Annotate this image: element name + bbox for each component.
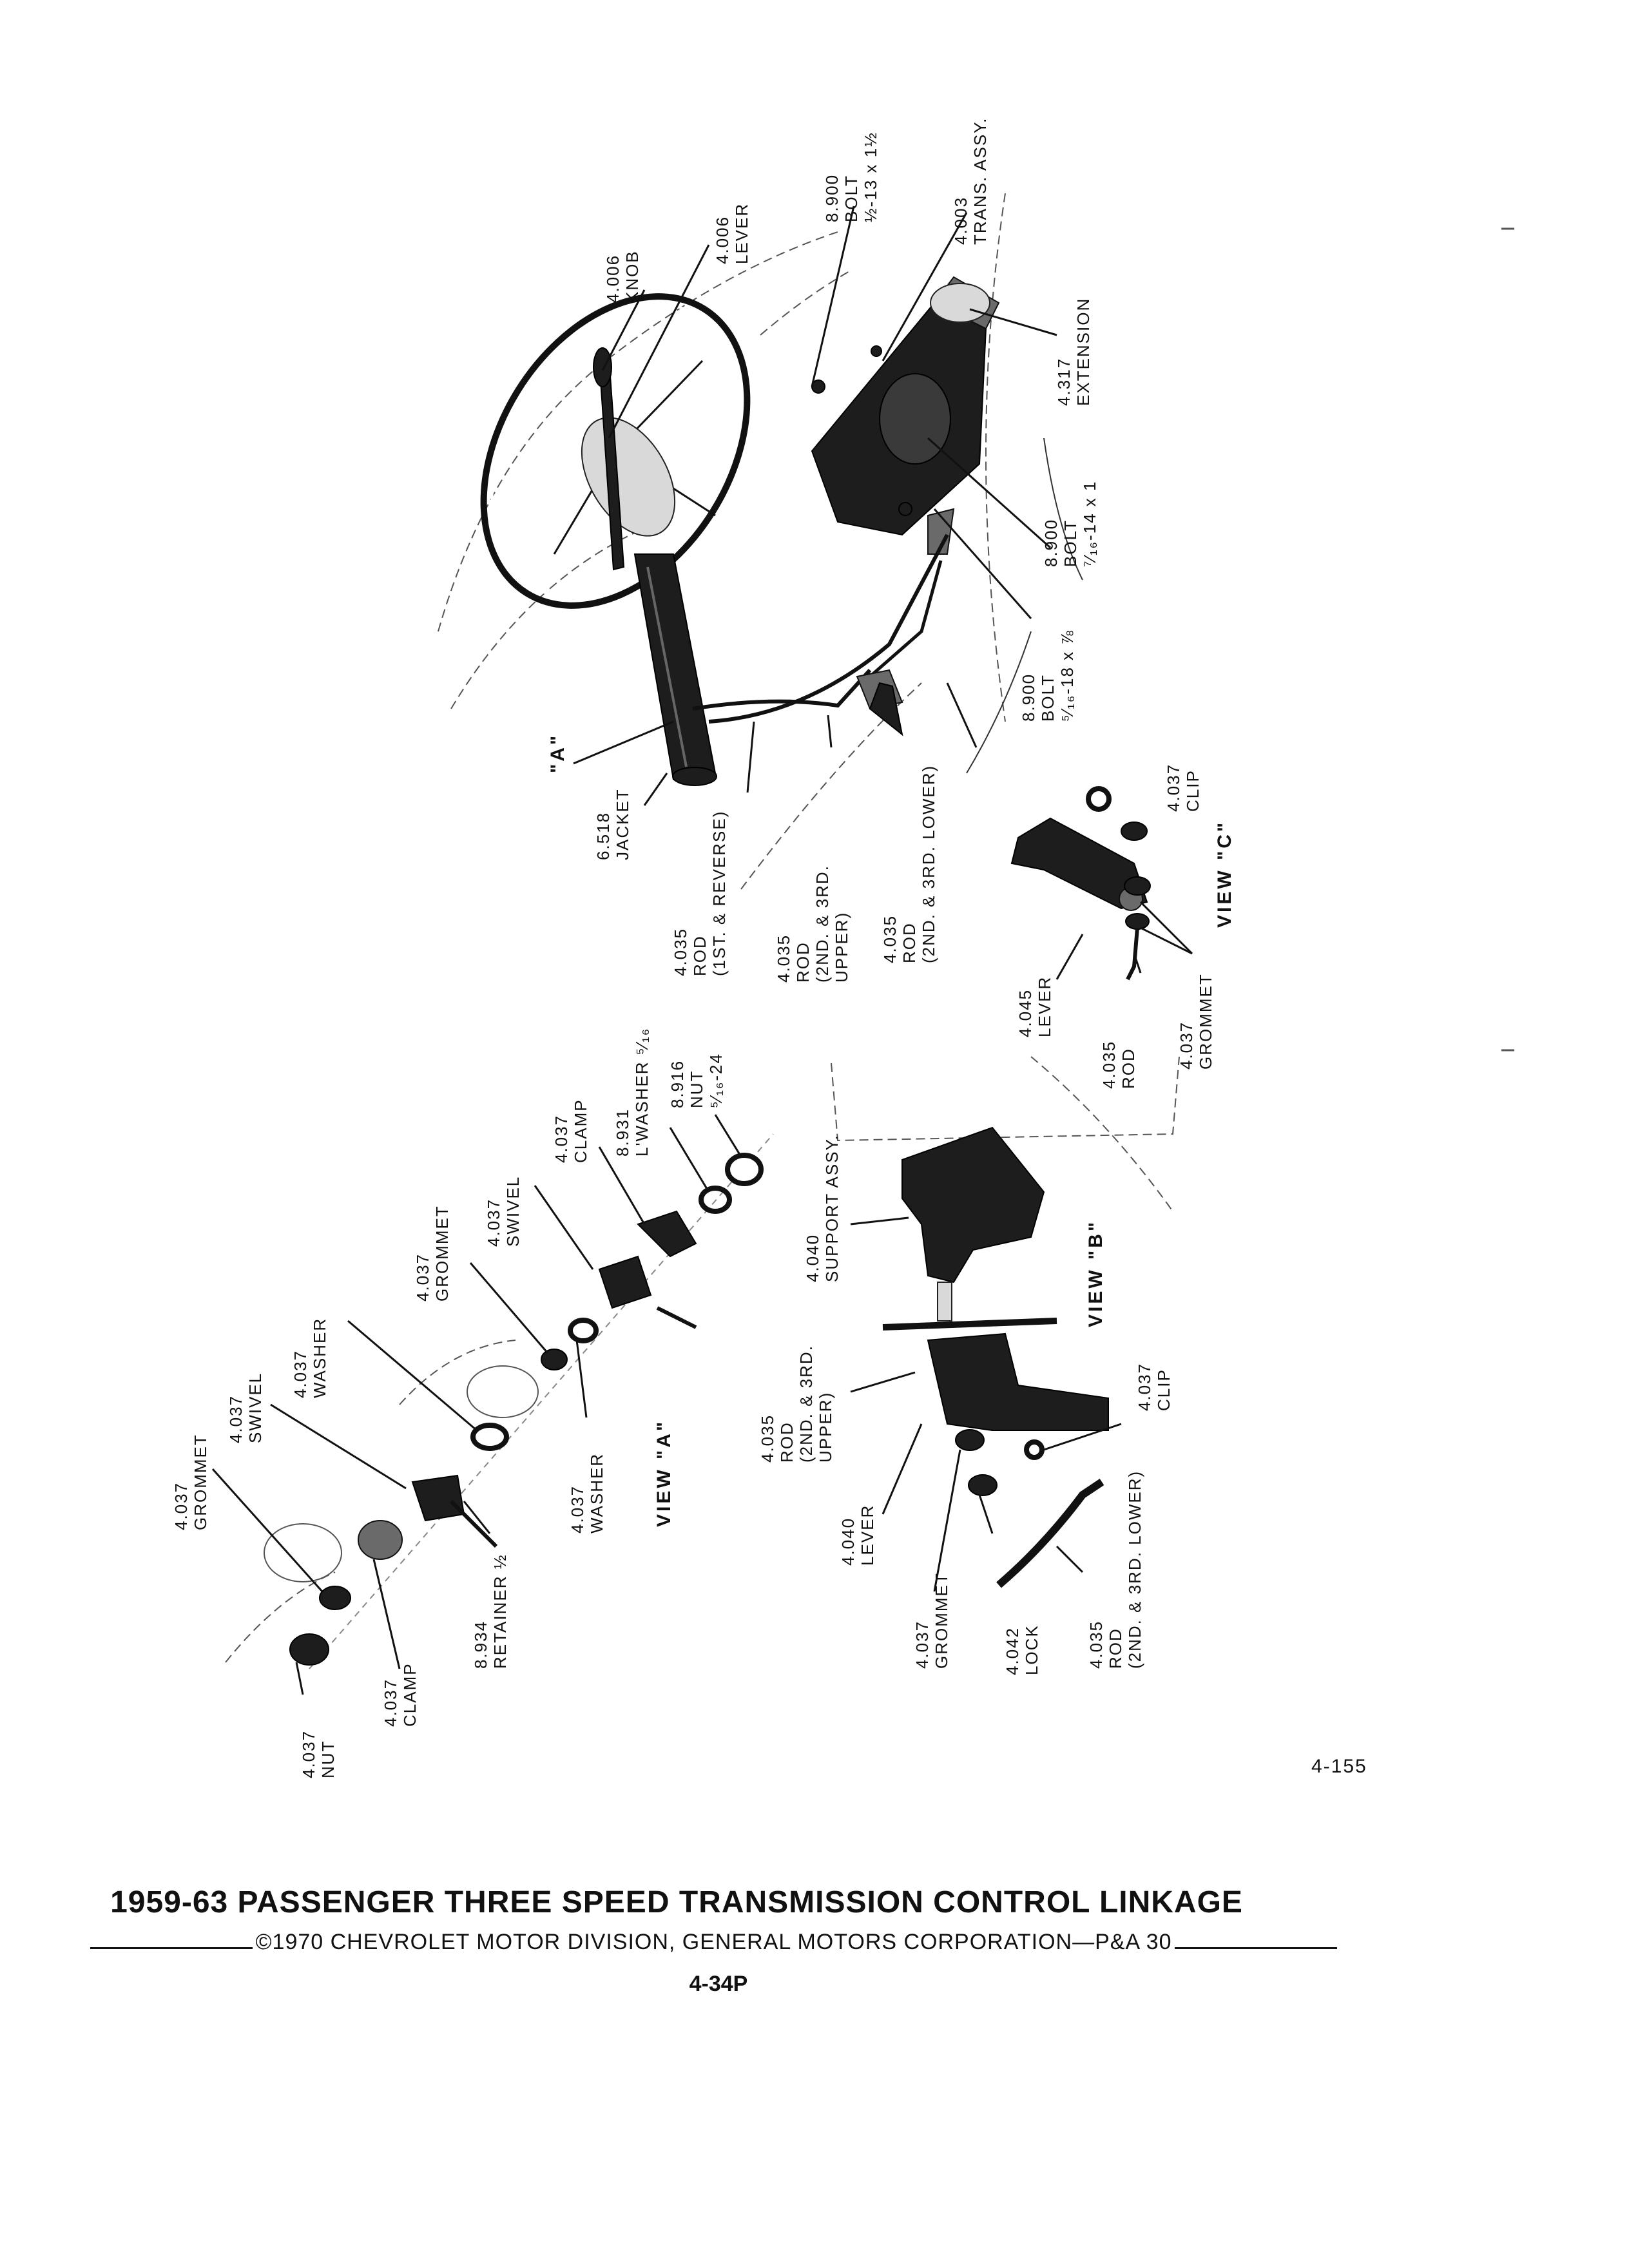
view-c-title: VIEW "C" (1214, 820, 1235, 928)
view-a-nut (728, 1155, 761, 1184)
bolt-middle-label: 8.900 BOLT ⁷⁄₁₆-14 x 1 (1041, 480, 1099, 567)
view-b-rod-lower-label: 4.035 ROD (2ND. & 3RD. LOWER) (1086, 1470, 1144, 1669)
view-c-clip (1088, 789, 1109, 809)
view-b-lever (928, 1334, 1108, 1430)
view-b-illustration (758, 1057, 1179, 1675)
view-b-rod-upper-label: 4.035 ROD (2ND. & 3RD. UPPER) (758, 1345, 835, 1463)
view-a-lockwasher (701, 1188, 729, 1211)
rod-second-third-lower-label: 4.035 ROD (2ND. & 3RD. LOWER) (880, 764, 938, 963)
shift-rods (693, 535, 947, 735)
view-b-clip-label: 4.037 CLIP (1135, 1362, 1173, 1411)
trans-assy-label: 4.003 TRANS. ASSY. (951, 117, 990, 245)
view-a-swivel-lower (412, 1475, 464, 1521)
view-b-title: VIEW "B" (1085, 1219, 1106, 1327)
view-a-washer-upper (570, 1320, 596, 1341)
view-c-rod-label: 4.035 ROD (1099, 1040, 1138, 1089)
page-code: 4-34P (689, 1972, 748, 1996)
view-c-lever-label: 4.045 LEVER (1016, 975, 1054, 1037)
view-a-nut-upper-label: 8.916 NUT ⁵⁄₁₆-24 (668, 1053, 726, 1108)
view-a-lockwasher-label: 8.931 L'WASHER ⁵⁄₁₆ (613, 1027, 651, 1157)
knob-label: 4.006 KNOB (603, 250, 642, 303)
page-title: 1959-63 PASSENGER THREE SPEED TRANSMISSION CONTROL LINKAGE (110, 1885, 1243, 1919)
view-a-swivel-upper-label: 4.037 SWIVEL (484, 1175, 523, 1247)
view-c-grommet-label: 4.037 GROMMET (1177, 973, 1215, 1070)
steering-column-jacket (635, 554, 717, 785)
view-a-washer-lower-label: 4.037 WASHER (568, 1452, 606, 1533)
transmission-assembly (812, 277, 999, 554)
view-a-illustration (171, 1028, 773, 1778)
jacket-label: 6.518 JACKET (593, 788, 632, 860)
view-b-clip (1027, 1442, 1042, 1457)
view-a-clamp-lower (358, 1521, 402, 1559)
support-assembly (902, 1128, 1044, 1321)
view-a-swivel-lower-label: 4.037 SWIVEL (226, 1372, 265, 1443)
view-c-clip-label: 4.037 CLIP (1164, 763, 1202, 812)
view-a-clamp-lower-label: 4.037 CLAMP (381, 1662, 419, 1727)
view-a-clamp (638, 1211, 696, 1256)
left-rule (90, 1947, 253, 1949)
view-a-grommet-upper (541, 1349, 567, 1370)
view-b-grommet-2 (969, 1475, 997, 1495)
view-a-clamp-upper-label: 4.037 CLAMP (552, 1099, 590, 1163)
view-a-title: VIEW "A" (653, 1419, 675, 1527)
right-rule (1175, 1947, 1337, 1949)
figure-number: 4-155 (1311, 1756, 1367, 1777)
view-b-lock-label: 4.042 LOCK (1003, 1624, 1041, 1675)
copyright-text: ©1970 CHEVROLET MOTOR DIVISION, GENERAL MOTORS CORPORATION—P&A 30 (255, 1930, 1172, 1954)
view-c-illustration (1012, 758, 1235, 1089)
copyright-line (90, 1930, 1337, 1955)
view-b-lever-label: 4.040 LEVER (838, 1504, 877, 1566)
view-a-grommet-lower (320, 1586, 351, 1610)
view-a-nut-lower-label: 4.037 NUT (299, 1729, 338, 1778)
view-a-swivel (599, 1256, 651, 1308)
view-b-grommet-label: 4.037 GROMMET (912, 1572, 951, 1669)
bolt-lower-label: 8.900 BOLT ⁵⁄₁₆-18 x ⅞ (1019, 629, 1077, 722)
lever-label: 4.006 LEVER (713, 202, 751, 264)
view-a-grommet-upper-label: 4.037 GROMMET (413, 1205, 452, 1302)
view-a-retainer-label: 8.934 RETAINER ½ (471, 1553, 510, 1669)
view-b-support-label: 4.040 SUPPORT ASSY. (803, 1134, 842, 1282)
main-assembly-illustration (429, 193, 1083, 889)
rod-second-third-upper-label: 4.035 ROD (2ND. & 3RD. UPPER) (774, 865, 851, 983)
bolt-upper-label: 8.900 BOLT ½-13 x 1½ (822, 131, 880, 222)
extension-label: 4.317 EXTENSION (1054, 297, 1093, 406)
view-a-grommet-lower-label: 4.037 GROMMET (171, 1434, 210, 1530)
rod-first-reverse-label: 4.035 ROD (1ST. & REVERSE) (671, 810, 729, 976)
view-a-nut-lower (290, 1634, 329, 1665)
view-a-marker: "A" (547, 733, 568, 773)
view-a-washer-upper-label: 4.037 WASHER (291, 1317, 329, 1398)
view-a-retainer (473, 1425, 506, 1448)
view-b-grommet-1 (956, 1430, 984, 1450)
